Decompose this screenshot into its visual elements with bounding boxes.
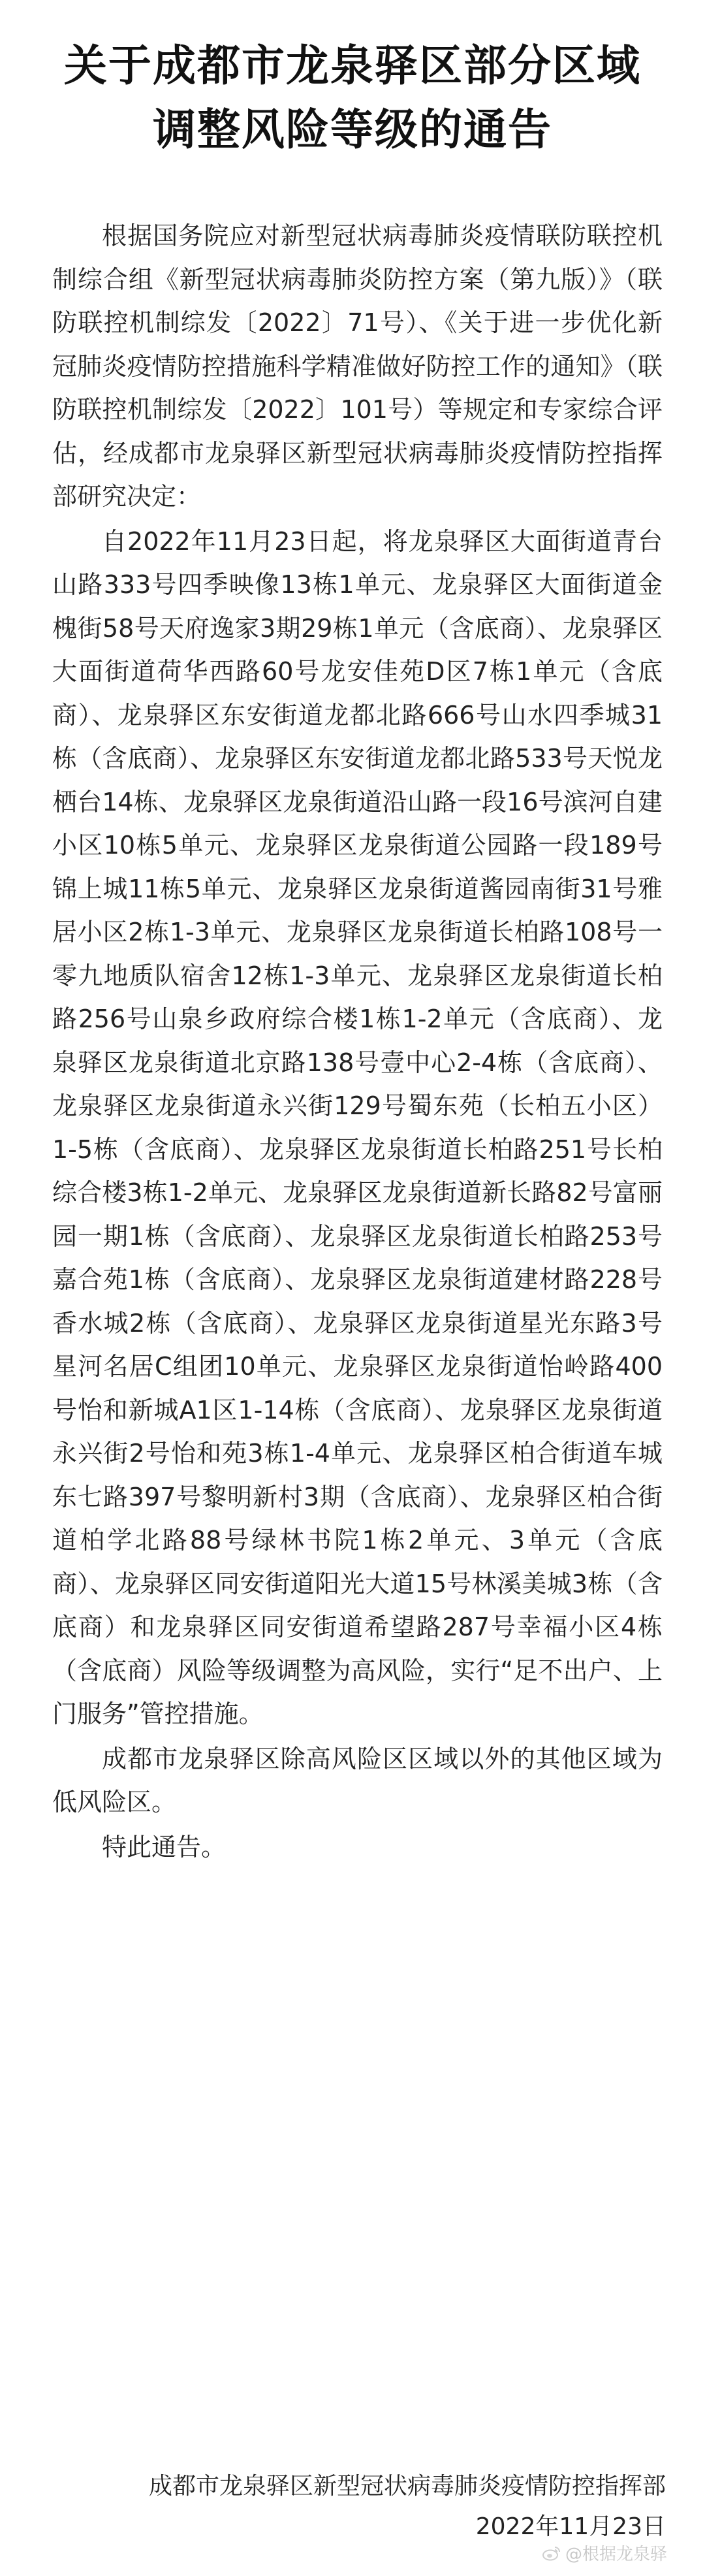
title-line-1: 关于成都市龙泉驿区部分区域	[64, 40, 641, 91]
paragraph-closing: 特此通告。	[102, 1832, 227, 1861]
weibo-watermark	[542, 2541, 667, 2565]
title-line-2: 调整风险等级的通告	[153, 105, 552, 155]
paragraph-basis: 根据国务院应对新型冠状病毒肺炎疫情联防联控机制综合组《新型冠状病毒肺炎防控方案（第九版）》（联防联控机制综发〔2022〕71号）、《关于进一步优化新冠肺炎疫情防控措施科学精准做好防控工作的通知》（联防联控机制综发〔2022〕101号）等规定和专家综合评估，经成都市龙泉驿区新型冠状病毒肺炎疫情防控指挥部研究决定：	[52, 221, 663, 511]
watermark-text: @根据龙泉驿	[565, 2545, 667, 2564]
notice-body	[52, 214, 663, 1869]
paragraph-high-risk-areas: 自2022年11月23日起，将龙泉驿区大面街道青台山路333号四季映像13栋1单元、龙泉驿区大面街道金槐街58号天府逸家3期29栋1单元（含底商）、龙泉驿区大面街道荷华西路60号龙安佳苑D区7栋1单元（含底商）、龙泉驿区东安街道龙都北路666号山水四季城31栋（含底商）、龙泉驿区东安街道龙都北路533号天悦龙栖台14栋、龙泉驿区龙泉街道沿山路一段16号滨河自建小区10栋5单元、龙泉驿区龙泉街道公园路一段189号锦上城11栋5单元、龙泉驿区龙泉街道酱园南街31号雅居小区2栋1-3单元、龙泉驿区龙泉街道长柏路108号一零九地质队宿舍12栋1-3单元、龙泉驿区龙泉街道长柏路256号山泉乡政府综合楼1栋1-2单元（含底商）、龙泉驿区龙泉街道北京路138号壹中心2-4栋（含底商）、龙泉驿区龙泉街道永兴街129号蜀东苑（长柏五小区）1-5栋（含底商）、龙泉驿区龙泉街道长柏路251号长柏综合楼3栋1-2单元、龙泉驿区龙泉街道新长路82号富丽园一期1栋（含底商）、龙泉驿区龙泉街道长柏路253号嘉合苑1栋（含底商）、龙泉驿区龙泉街道建材路228号香水城2栋（含底商）、龙泉驿区龙泉街道星光东路3号星河名居C组团10单元、龙泉驿区龙泉街道怡岭路400号怡和新城A1区1-14栋（含底商）、龙泉驿区龙泉街道永兴街2号怡和苑3栋1-4单元、龙泉驿区柏合街道车城东七路397号黎明新村3期（含底商）、龙泉驿区柏合街道柏学北路88号绿林书院1栋2单元、3单元（含底商）、龙泉驿区同安街道阳光大道15号林溪美城3栋（含底商）和龙泉驿区同安街道希望路287号幸福小区4栋（含底商）风险等级调整为高风险，实行“足不出户、上门服务”管控措施。	[52, 526, 663, 1728]
notice-title	[0, 34, 705, 162]
paragraph-low-risk-areas: 成都市龙泉驿区除高风险区区域以外的其他区域为低风险区。	[52, 1744, 663, 1816]
weibo-icon	[542, 2545, 561, 2561]
signature-date: 2022年11月23日	[475, 2513, 666, 2540]
signature-org: 成都市龙泉驿区新型冠状病毒肺炎疫情防控指挥部	[148, 2473, 666, 2500]
signature-block	[149, 2466, 666, 2547]
